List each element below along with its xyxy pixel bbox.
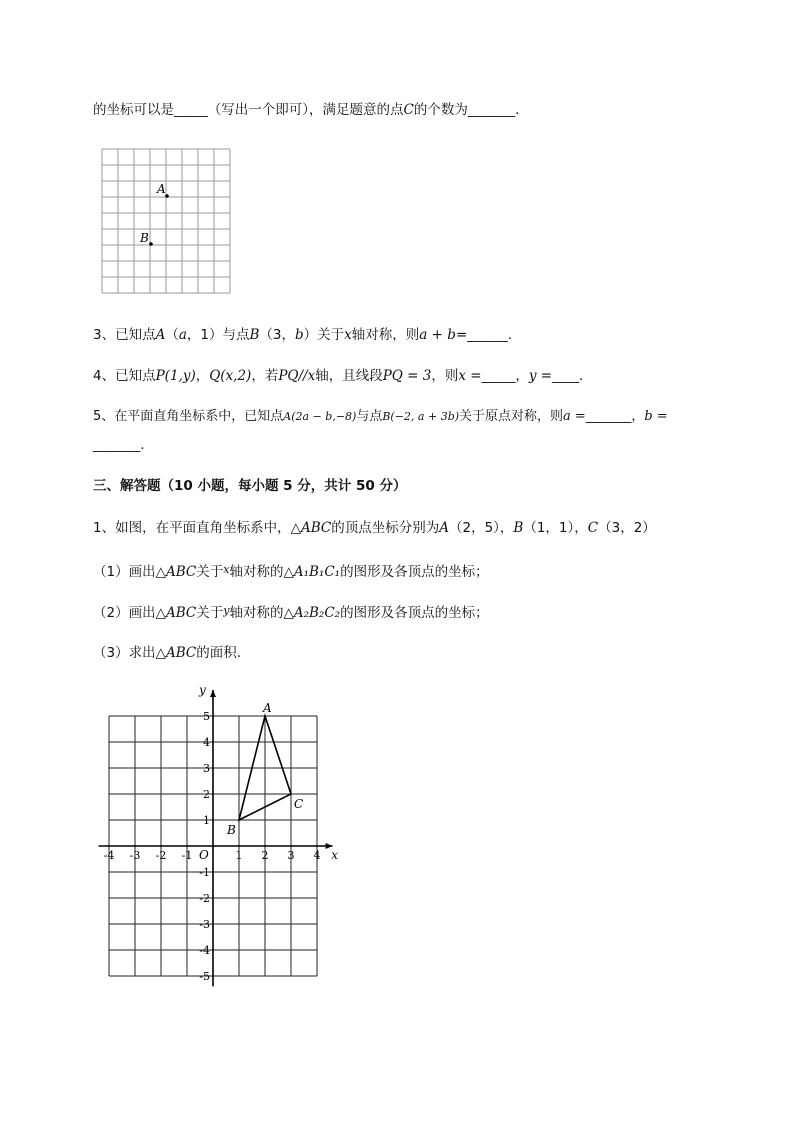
plot-axes (99, 690, 333, 986)
x-tick-label: 4 (313, 849, 321, 862)
expression: PQ//x (278, 368, 316, 384)
var: y (223, 604, 230, 617)
text: ）关于 (303, 327, 345, 343)
x-tick-label: -4 (103, 849, 115, 862)
expression: x = (458, 368, 482, 384)
problem-1-part-2 (93, 601, 489, 623)
expression: B(−2, a + 3b) (382, 410, 460, 423)
expression: P(1,y) (155, 368, 196, 384)
question-3 (93, 325, 512, 345)
y-tick-label: 2 (203, 788, 210, 801)
point-b (149, 242, 153, 246)
text: . (515, 102, 520, 118)
text: （2）画出△ (93, 605, 166, 621)
origin-label: O (199, 848, 209, 862)
text: 的顶点坐标分别为 (331, 520, 440, 536)
expression: y = (528, 368, 553, 384)
coordinate-plane (90, 685, 350, 1005)
answer-blank: _____ (481, 368, 516, 384)
var: x (223, 563, 230, 576)
text: . (507, 327, 512, 343)
label-a: A (157, 182, 166, 196)
text: （1）画出△ (93, 564, 166, 580)
section-title: 三、解答题（10 小题，每小题 5 分，共计 50 分） (93, 478, 407, 494)
answer-blank: ____ (552, 368, 580, 384)
expression: Q(x,2) (209, 368, 252, 384)
text: 4、已知点 (93, 368, 156, 384)
y-tick-label: -4 (199, 944, 210, 957)
plot-tick-labels (104, 683, 339, 983)
text: （ (165, 327, 179, 343)
var: B (513, 520, 524, 536)
problem-1-part-1 (93, 560, 489, 582)
text: 轴对称的△ (229, 564, 294, 580)
y-axis-label: y (199, 683, 206, 697)
x-axis-label: x (331, 848, 339, 862)
answer-blank: _____ (174, 102, 208, 118)
var: A₁B₁C₁ (293, 564, 341, 580)
var: ABC (165, 564, 197, 580)
text-line-1 (93, 100, 519, 120)
var: a (178, 327, 187, 343)
x-tick-label: -1 (181, 849, 193, 862)
text: （3）求出△ (93, 645, 166, 661)
vertex-label-c: C (294, 797, 304, 811)
text: （2，5）， (448, 520, 514, 536)
y-tick-label: -1 (199, 866, 210, 879)
var: C (587, 520, 599, 536)
var: ABC (165, 605, 197, 621)
answer-blank: _______ (93, 437, 141, 453)
expression: a + b (419, 327, 456, 343)
text: 的坐标可以是 (93, 102, 174, 118)
text: 关于 (196, 564, 224, 580)
text: 轴对称的△ (229, 605, 294, 621)
question-5 (93, 407, 668, 427)
text: 轴对称，则 (351, 327, 420, 343)
x-tick-label: -2 (155, 849, 167, 862)
text: ，若 (251, 368, 279, 384)
expression: A(2a − b,−8) (283, 410, 357, 423)
grid-lines (102, 149, 230, 293)
text: （写出一个即可），满足题意的点 (207, 102, 404, 118)
text: 与点 (356, 409, 383, 424)
var: ABC (165, 645, 197, 661)
point-a (165, 194, 169, 198)
text: 3、已知点 (93, 327, 156, 343)
label-b: B (140, 231, 149, 245)
y-axis-arrow (210, 690, 216, 697)
answer-blank: _______ (585, 409, 632, 424)
text: 5、在平面直角坐标系中，已知点 (93, 409, 284, 424)
text: 的个数为 (413, 102, 468, 118)
grid-figure (100, 147, 232, 295)
text: = (455, 327, 468, 343)
answer-blank: ______ (467, 327, 508, 343)
vertex-label-b: B (227, 823, 236, 837)
answer-blank: _______ (467, 102, 516, 118)
y-tick-label: 5 (203, 710, 210, 723)
expression: PQ = 3 (382, 368, 432, 384)
var: b (295, 327, 304, 343)
var: A (439, 520, 449, 536)
var: ABC (300, 520, 332, 536)
x-tick-label: 3 (287, 849, 295, 862)
question-5-cont (93, 435, 145, 455)
text: ， (195, 368, 210, 384)
x-tick-label: 1 (235, 849, 243, 862)
var: C (403, 102, 414, 118)
expression: a = (563, 409, 586, 424)
y-tick-label: -3 (199, 918, 210, 931)
var: A₂B₂C₂ (293, 605, 341, 621)
problem-1 (93, 518, 656, 538)
var: A (155, 327, 166, 343)
text: （3， (259, 327, 296, 343)
text: 的图形及各顶点的坐标； (340, 564, 489, 580)
text: ， (631, 409, 645, 424)
var: B (249, 327, 260, 343)
text: . (140, 437, 145, 453)
expression: b = (644, 409, 668, 424)
y-tick-label: 3 (203, 762, 210, 775)
x-tick-label: -3 (129, 849, 141, 862)
problem-1-part-3 (93, 643, 241, 663)
text: ， (515, 368, 529, 384)
text: 关于原点对称，则 (459, 409, 564, 424)
text: . (579, 368, 584, 384)
text: 轴，且线段 (315, 368, 383, 384)
y-tick-label: -2 (199, 892, 210, 905)
vertex-label-a: A (263, 701, 272, 715)
question-4 (93, 366, 583, 386)
y-tick-label: -5 (199, 970, 210, 983)
text: 的面积. (196, 645, 242, 661)
var: x (344, 327, 352, 343)
text: ，1）与点 (186, 327, 250, 343)
y-tick-label: 1 (203, 814, 210, 827)
text: 关于 (196, 605, 224, 621)
y-tick-label: 4 (203, 736, 210, 749)
text: 1、如图，在平面直角坐标系中，△ (93, 520, 301, 536)
text: ，则 (431, 368, 459, 384)
section-heading (93, 476, 406, 496)
text: （1，1）， (523, 520, 588, 536)
x-tick-label: 2 (261, 849, 269, 862)
text: 的图形及各顶点的坐标； (340, 605, 489, 621)
text: （3，2） (598, 520, 656, 536)
